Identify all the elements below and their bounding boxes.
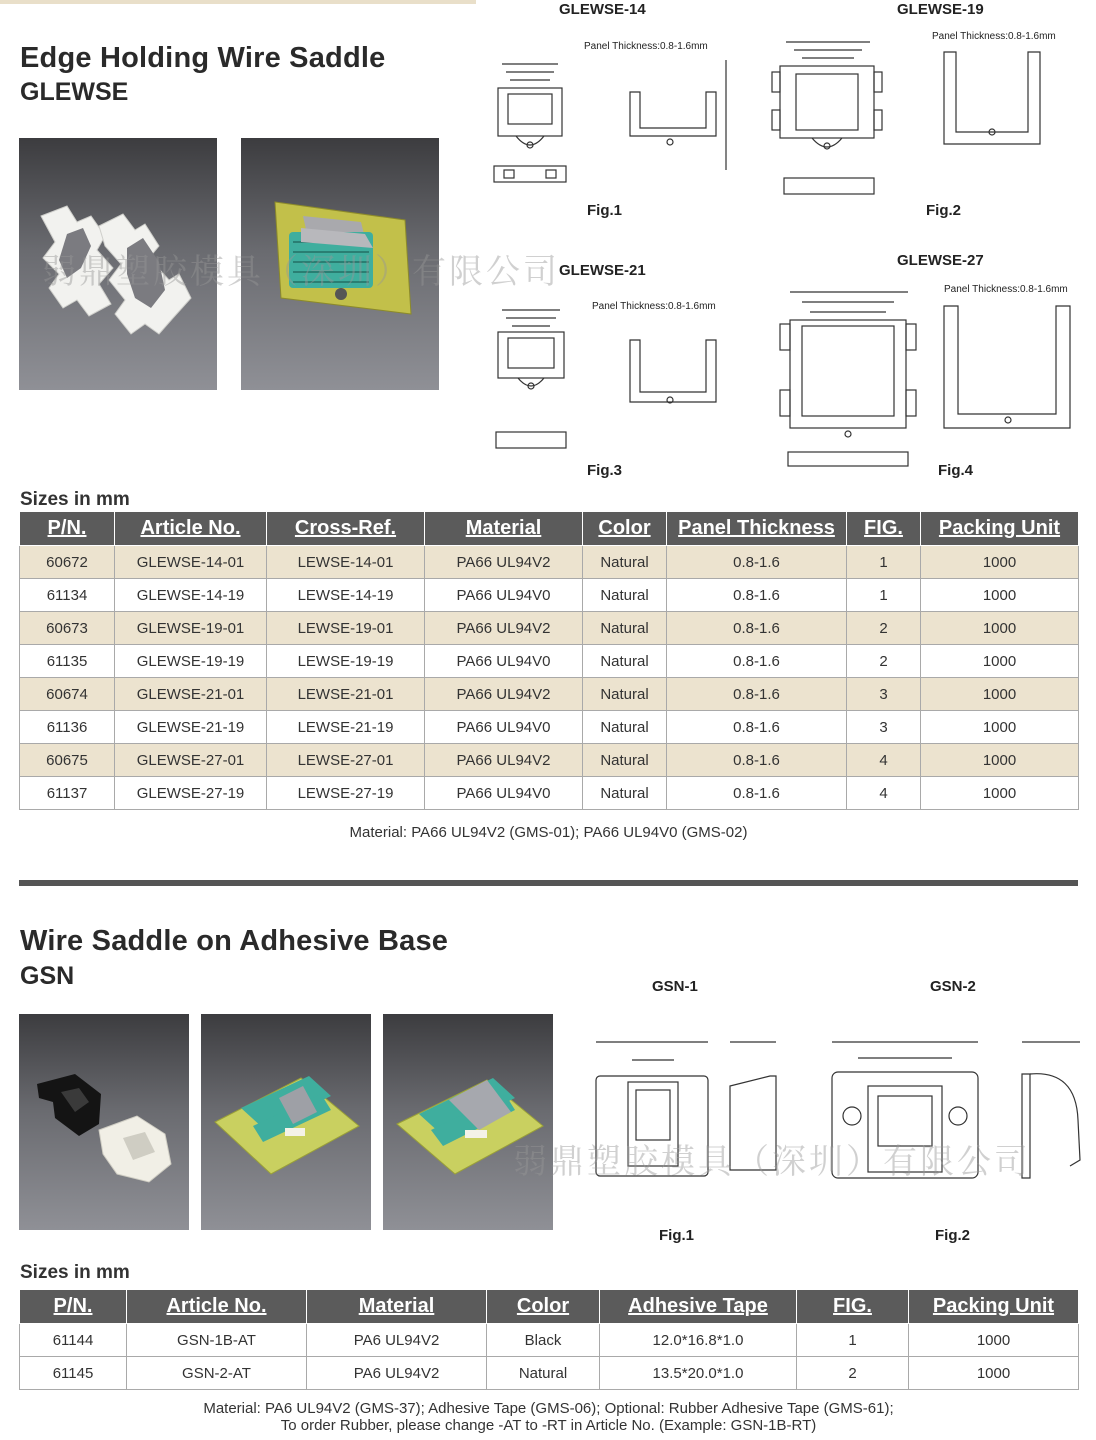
section1-subtitle: GLEWSE — [20, 78, 129, 106]
cell: 1000 — [909, 1357, 1079, 1390]
product-photo-gsn-parts — [19, 1014, 189, 1230]
table-row — [20, 612, 1079, 645]
col-header-material: Material — [425, 512, 583, 546]
watermark-2: 弱鼎塑胶模具（深圳）有限公司 — [513, 1143, 1031, 1181]
fig-label-2: Fig.2 — [926, 202, 962, 219]
cell: 3 — [847, 678, 921, 711]
cell: PA6 UL94V2 — [307, 1357, 487, 1390]
table-row — [20, 579, 1079, 612]
table-row — [20, 777, 1079, 810]
glewse-spec-table — [19, 511, 1079, 810]
cell: GLEWSE-27-19 — [115, 777, 267, 810]
cell: LEWSE-21-19 — [267, 711, 425, 744]
section2-title: Wire Saddle on Adhesive Base — [20, 925, 449, 957]
col-header-pn: P/N. — [20, 1290, 127, 1324]
col-header-adhesive-tape: Adhesive Tape — [600, 1290, 797, 1324]
table-row — [20, 1357, 1079, 1390]
cell: LEWSE-27-01 — [267, 744, 425, 777]
cell: PA66 UL94V0 — [425, 777, 583, 810]
cell: Natural — [583, 579, 667, 612]
top-accent-bar — [0, 0, 476, 4]
cell: Natural — [583, 678, 667, 711]
col-header-article: Article No. — [127, 1290, 307, 1324]
cell: 1000 — [921, 579, 1079, 612]
cell: 60674 — [20, 678, 115, 711]
cell: Black — [487, 1324, 600, 1357]
watermark-1: 弱鼎塑胶模具（深圳）有限公司 — [42, 253, 560, 291]
cell: Natural — [583, 546, 667, 579]
cell: 2 — [847, 612, 921, 645]
section2-subtitle: GSN — [20, 962, 75, 990]
cell: 61135 — [20, 645, 115, 678]
col-header-packing: Packing Unit — [921, 512, 1079, 546]
cell: LEWSE-21-01 — [267, 678, 425, 711]
glewse-technical-drawings — [480, 20, 1080, 470]
cell: PA66 UL94V0 — [425, 645, 583, 678]
product-photo-gsn-1-installed — [201, 1014, 371, 1230]
diagram-title-glewse-21: GLEWSE-21 — [559, 262, 646, 279]
table-row — [20, 744, 1079, 777]
col-header-color: Color — [583, 512, 667, 546]
col-header-panel-thickness: Panel Thickness — [667, 512, 847, 546]
material-note-2-line2: To order Rubber, please change -AT to -RT in Article No. (Example: GSN-1B-RT) — [280, 1417, 817, 1434]
cell: GLEWSE-27-01 — [115, 744, 267, 777]
cell: LEWSE-19-19 — [267, 645, 425, 678]
cell: 1 — [797, 1324, 909, 1357]
cell: GLEWSE-21-19 — [115, 711, 267, 744]
cell: 60675 — [20, 744, 115, 777]
cell: GLEWSE-14-01 — [115, 546, 267, 579]
fig-label-4: Fig.4 — [938, 462, 974, 479]
section-divider — [19, 880, 1078, 886]
diagram-title-gsn-1: GSN-1 — [652, 978, 698, 995]
table-header-row — [20, 512, 1079, 546]
table-row — [20, 645, 1079, 678]
panel-thickness-note-3: Panel Thickness:0.8-1.6mm — [592, 301, 716, 312]
cell: 60673 — [20, 612, 115, 645]
cell: 61144 — [20, 1324, 127, 1357]
gsn-fig-label-2: Fig.2 — [935, 1227, 971, 1244]
material-note-2-line1: Material: PA6 UL94V2 (GMS-37); Adhesive Tape (GMS-06); Optional: Rubber Adhesive Tape (GMS-61); — [203, 1400, 894, 1417]
panel-thickness-note-2: Panel Thickness:0.8-1.6mm — [932, 31, 1056, 42]
cell: 1000 — [921, 612, 1079, 645]
cell: GLEWSE-14-19 — [115, 579, 267, 612]
cell: PA6 UL94V2 — [307, 1324, 487, 1357]
diagram-title-glewse-27: GLEWSE-27 — [897, 252, 984, 269]
col-header-article: Article No. — [115, 512, 267, 546]
product-photo-gsn-2-installed — [383, 1014, 553, 1230]
cell: 0.8-1.6 — [667, 579, 847, 612]
cell: GLEWSE-19-01 — [115, 612, 267, 645]
diagram-title-glewse-14: GLEWSE-14 — [559, 1, 646, 18]
cell: 4 — [847, 744, 921, 777]
cell: 61137 — [20, 777, 115, 810]
sizes-label-2: Sizes in mm — [20, 1262, 130, 1283]
cell: PA66 UL94V2 — [425, 744, 583, 777]
cell: GLEWSE-21-01 — [115, 678, 267, 711]
diagram-title-gsn-2: GSN-2 — [930, 978, 976, 995]
col-header-material: Material — [307, 1290, 487, 1324]
cell: LEWSE-19-01 — [267, 612, 425, 645]
col-header-packing: Packing Unit — [909, 1290, 1079, 1324]
diagram-title-glewse-19: GLEWSE-19 — [897, 1, 984, 18]
cell: 0.8-1.6 — [667, 546, 847, 579]
cell: 1000 — [921, 678, 1079, 711]
cell: 1000 — [921, 744, 1079, 777]
cell: 61136 — [20, 711, 115, 744]
panel-thickness-note-4: Panel Thickness:0.8-1.6mm — [944, 284, 1068, 295]
table-row — [20, 711, 1079, 744]
cell: 1000 — [909, 1324, 1079, 1357]
section1-title: Edge Holding Wire Saddle — [20, 42, 386, 74]
table-row — [20, 678, 1079, 711]
cell: 0.8-1.6 — [667, 777, 847, 810]
cell: 1000 — [921, 546, 1079, 579]
material-note-1: Material: PA66 UL94V2 (GMS-01); PA66 UL94V0 (GMS-02) — [349, 824, 748, 841]
cell: PA66 UL94V0 — [425, 711, 583, 744]
cell: 0.8-1.6 — [667, 711, 847, 744]
table-row — [20, 546, 1079, 579]
cell: LEWSE-14-19 — [267, 579, 425, 612]
cell: 61145 — [20, 1357, 127, 1390]
cell: PA66 UL94V0 — [425, 579, 583, 612]
cell: 13.5*20.0*1.0 — [600, 1357, 797, 1390]
material-note-2 — [19, 1400, 1078, 1434]
cell: 1 — [847, 579, 921, 612]
col-header-fig: FIG. — [797, 1290, 909, 1324]
fig-label-3: Fig.3 — [587, 462, 623, 479]
cell: 0.8-1.6 — [667, 645, 847, 678]
col-header-color: Color — [487, 1290, 600, 1324]
cell: Natural — [583, 744, 667, 777]
table-header-row — [20, 1290, 1079, 1324]
cell: 3 — [847, 711, 921, 744]
cell: 0.8-1.6 — [667, 744, 847, 777]
sizes-label-1: Sizes in mm — [20, 489, 130, 510]
cell: Natural — [583, 645, 667, 678]
cell: PA66 UL94V2 — [425, 612, 583, 645]
panel-thickness-note-1: Panel Thickness:0.8-1.6mm — [584, 41, 708, 52]
cell: PA66 UL94V2 — [425, 678, 583, 711]
cell: 12.0*16.8*1.0 — [600, 1324, 797, 1357]
cell: GSN-1B-AT — [127, 1324, 307, 1357]
cell: 1000 — [921, 777, 1079, 810]
fig-label-1: Fig.1 — [587, 202, 623, 219]
cell: GSN-2-AT — [127, 1357, 307, 1390]
cell: Natural — [583, 711, 667, 744]
col-header-crossref: Cross-Ref. — [267, 512, 425, 546]
cell: LEWSE-14-01 — [267, 546, 425, 579]
cell: GLEWSE-19-19 — [115, 645, 267, 678]
cell: Natural — [583, 777, 667, 810]
table-row — [20, 1324, 1079, 1357]
cell: 4 — [847, 777, 921, 810]
cell: 2 — [847, 645, 921, 678]
cell: Natural — [487, 1357, 600, 1390]
cell: 1000 — [921, 645, 1079, 678]
col-header-pn: P/N. — [20, 512, 115, 546]
cell: 1000 — [921, 711, 1079, 744]
col-header-fig: FIG. — [847, 512, 921, 546]
cell: LEWSE-27-19 — [267, 777, 425, 810]
cell: 60672 — [20, 546, 115, 579]
gsn-fig-label-1: Fig.1 — [659, 1227, 695, 1244]
cell: 1 — [847, 546, 921, 579]
cell: 0.8-1.6 — [667, 612, 847, 645]
cell: 2 — [797, 1357, 909, 1390]
cell: PA66 UL94V2 — [425, 546, 583, 579]
gsn-spec-table — [19, 1289, 1079, 1390]
cell: 61134 — [20, 579, 115, 612]
cell: Natural — [583, 612, 667, 645]
cell: 0.8-1.6 — [667, 678, 847, 711]
